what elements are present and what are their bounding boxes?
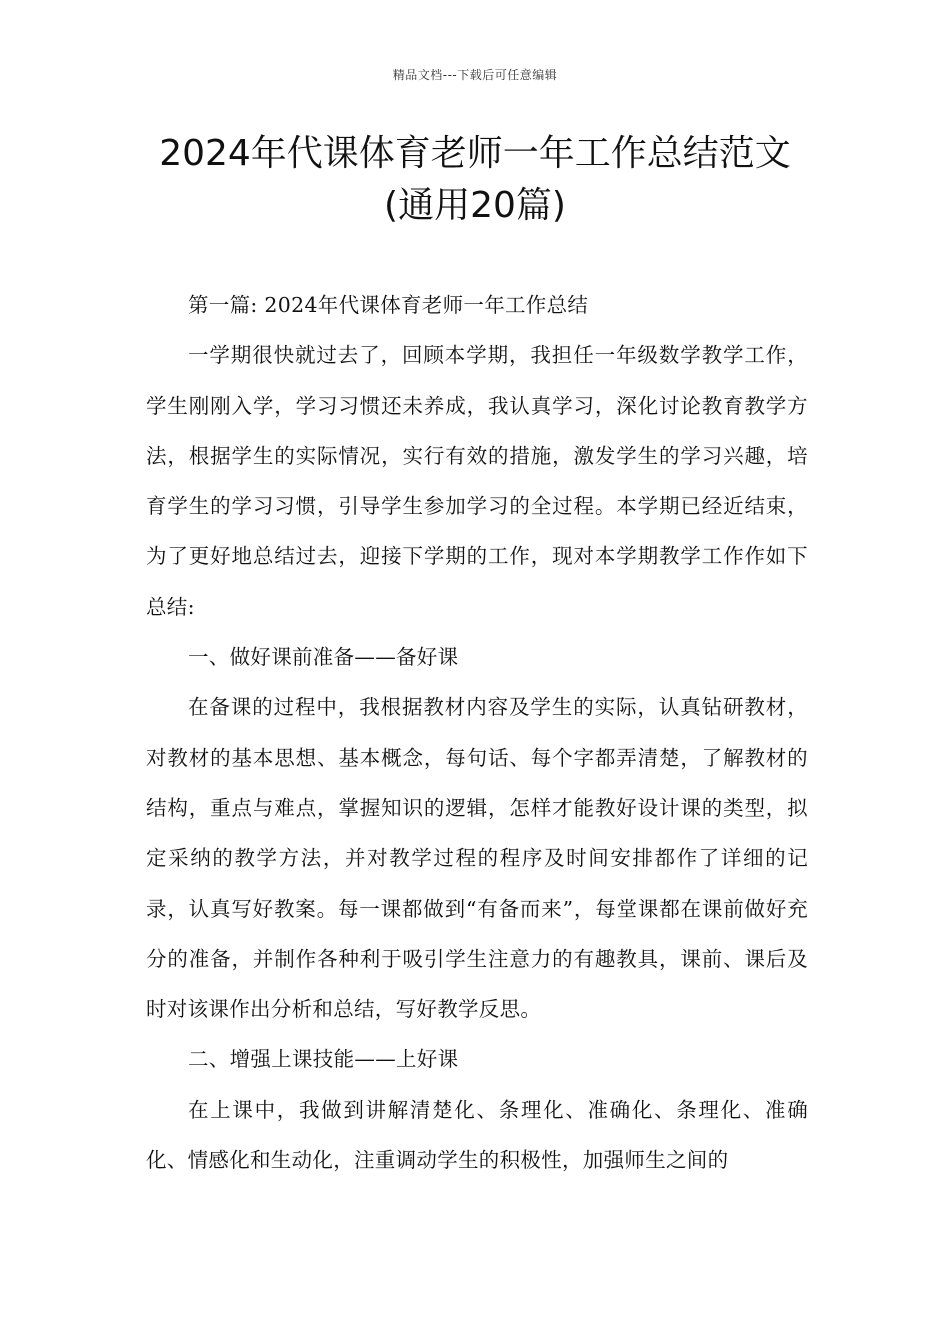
document-title-line-2: (通用20篇): [384, 185, 566, 226]
section-heading-prepare: 一、做好课前准备——备好课: [188, 645, 459, 670]
document-title: [120, 128, 830, 232]
section-heading-teaching: 二、增强上课技能——上好课: [188, 1047, 459, 1072]
section-heading-part-1: 第一篇: 2024年代课体育老师一年工作总结: [188, 293, 589, 317]
body-paragraph-prepare: 在备课的过程中，我根据教材内容及学生的实际，认真钻研教材，对教材的基本思想、基本概念，每句话、每个字都弄清楚，了解教材的结构，重点与难点，掌握知识的逻辑，怎样才能教好设计课的类型，拟定采纳的教学方法，并对教学过程的程序及时间安排都作了详细的记录，认真写好教案。每一课都做到“有备而来”，每堂课都在课前做好充分的准备，并制作各种利于吸引学生注意力的有趣教具，课前、课后及时对该课作出分析和总结，写好教学反思。: [146, 695, 808, 1022]
document-body: [146, 280, 808, 1185]
body-paragraph-teaching: 在上课中，我做到讲解清楚化、条理化、准确化、条理化、准确化、情感化和生动化，注重调动学生的积极性，加强师生之间的: [146, 1097, 808, 1173]
document-title-line-1: 2024年代课体育老师一年工作总结范文: [159, 133, 791, 174]
body-paragraph-intro: 一学期很快就过去了，回顾本学期，我担任一年级数学教学工作，学生刚刚入学，学习习惯还未养成，我认真学习，深化讨论教育教学方法，根据学生的实际情况，实行有效的措施，激发学生的学习兴趣，培育学生的学习习惯，引导学生参加学习的全过程。本学期已经近结束，为了更好地总结过去，迎接下学期的工作，现对本学期教学工作作如下总结:: [146, 343, 808, 619]
page-header-note: 精品文档---下载后可任意编辑: [392, 68, 558, 82]
